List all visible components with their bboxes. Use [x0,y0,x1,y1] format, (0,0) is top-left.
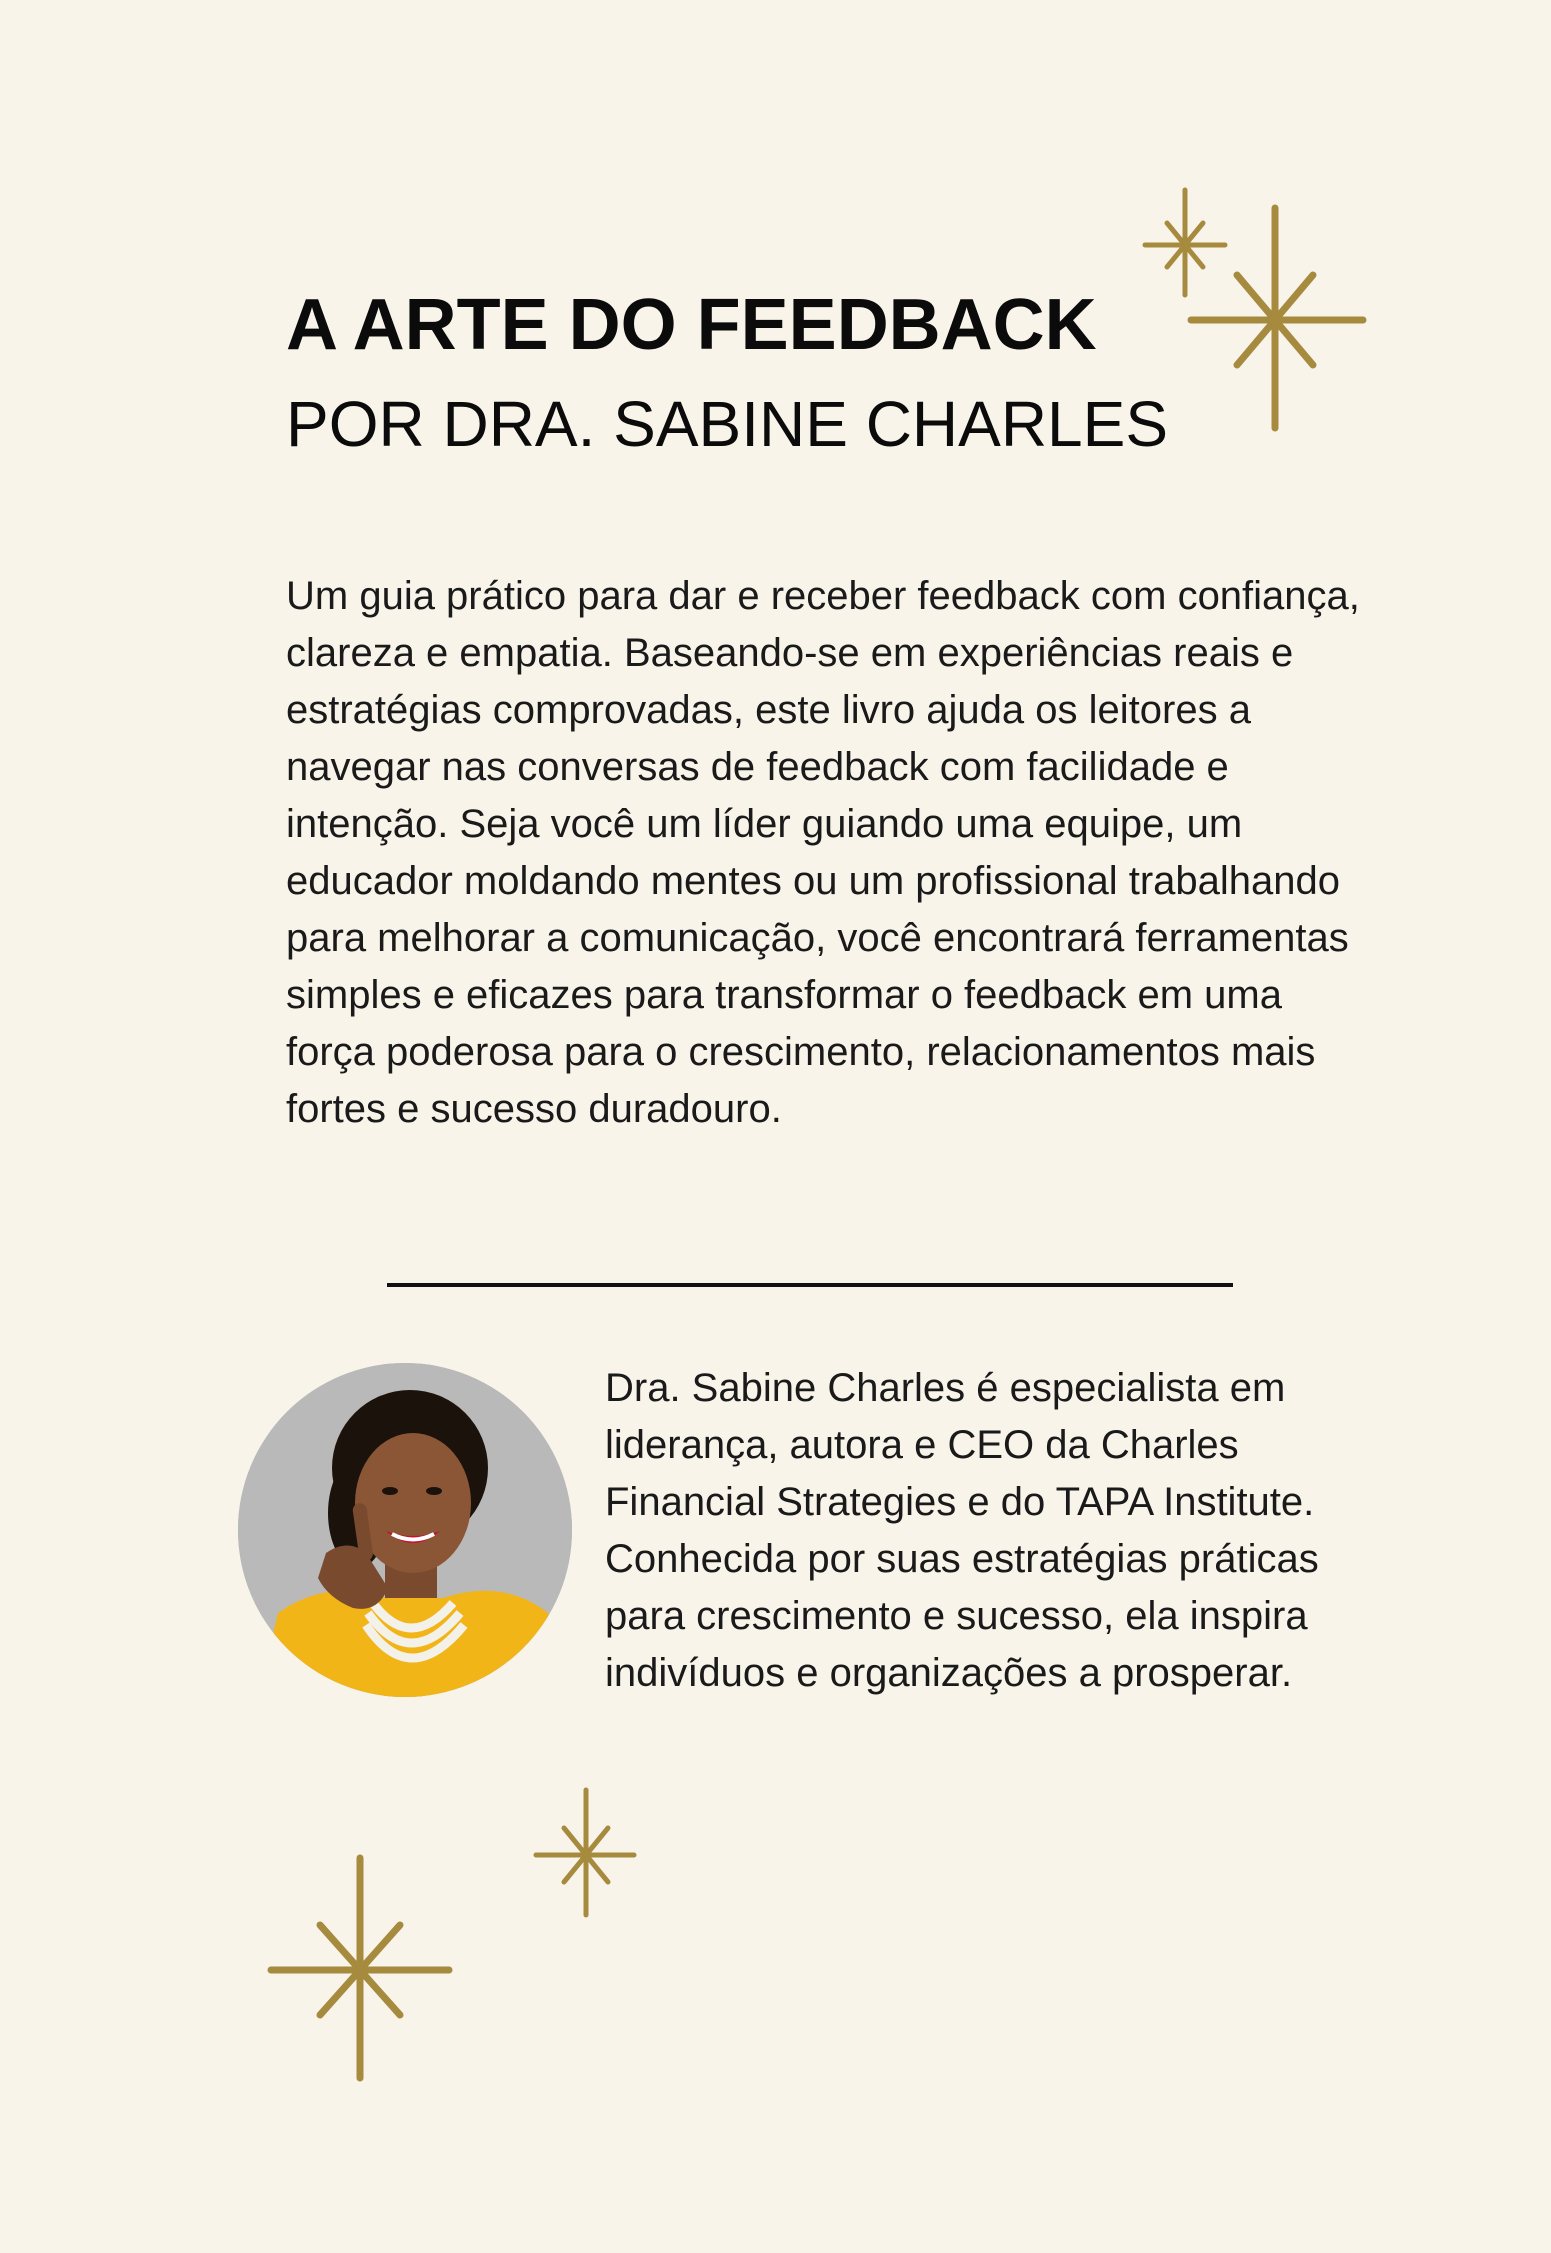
sparkle-icon [265,1850,455,2085]
author-photo [238,1363,572,1697]
book-description: Um guia prático para dar e receber feedback com confiança, clareza e empatia. Baseando-se em experiências reais e estratégias comprovadas, este livro ajuda os leitores a navegar nas conversas de feedback com facilidade e intenção. Seja você um líder guiando uma equipe, um educador moldando mentes ou um profissional trabalhando para melhorar a comunicação, você encontrará ferramentas simples e eficazes para transformar o feedback em uma força poderosa para o crescimento, relacionamentos mais fortes e sucesso duradouro. [286,574,1360,1131]
book-title: A ARTE DO FEEDBACK [286,285,1097,365]
section-divider [387,1283,1233,1287]
sparkle-icon [530,1785,640,1920]
author-bio: Dra. Sabine Charles é especialista em liderança, autora e CEO da Charles Financial Strategies e do TAPA Institute. Conhecida por suas estratégias práticas para crescimento e sucesso, ela inspira indivíduos e organizações a prosperar. [605,1366,1319,1695]
book-subtitle: POR DRA. SABINE CHARLES [286,388,1168,460]
sparkle-icon [1185,200,1370,435]
